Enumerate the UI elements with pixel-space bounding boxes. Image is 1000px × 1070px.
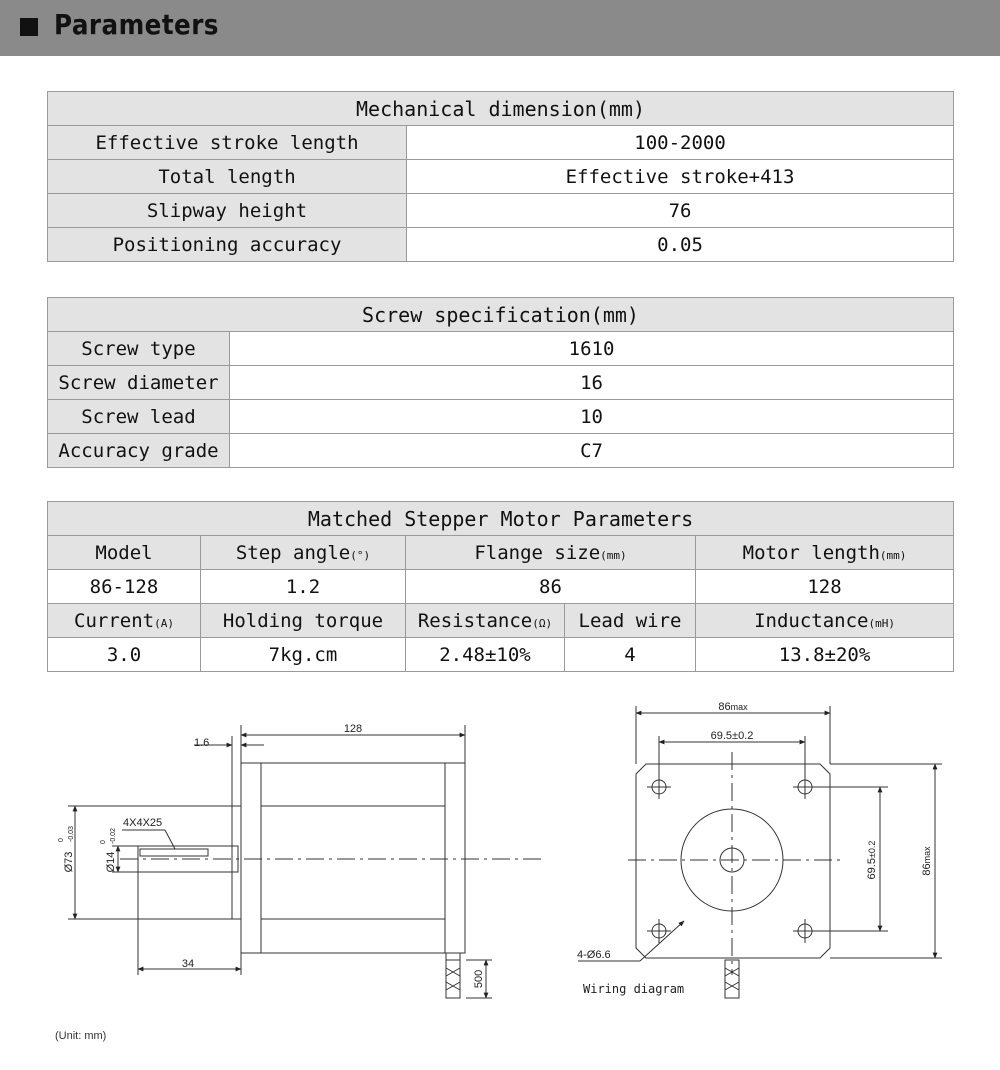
dim-shaft-tol-upper: 0: [100, 840, 107, 844]
row-value: 16: [230, 366, 954, 400]
row-label: Effective stroke length: [48, 126, 407, 160]
row-label: Total length: [48, 160, 407, 194]
header-motor-length: Motor length(mm): [696, 536, 954, 570]
row-value: 0.05: [407, 228, 954, 262]
value-lead-wire: 4: [565, 638, 696, 672]
row-label: Screw type: [48, 332, 230, 366]
row-value: 76: [407, 194, 954, 228]
value-model: 86-128: [48, 570, 201, 604]
dim-hole-spacing: 69.5±0.2: [710, 730, 754, 742]
dim-shaft-length: 34: [181, 958, 195, 970]
dim-lead-length: 500: [473, 969, 485, 989]
table-row: [48, 194, 954, 228]
dim-shaft-tol-lower: -0.02: [110, 828, 117, 844]
front-view: [578, 706, 942, 998]
row-value: C7: [230, 434, 954, 468]
value-inductance: 13.8±20%: [696, 638, 954, 672]
header-model: Model: [48, 536, 201, 570]
row-label: Accuracy grade: [48, 434, 230, 468]
header-flange-size: Flange size(mm): [406, 536, 696, 570]
section-title: Parameters: [54, 8, 219, 41]
unit-footnote: (Unit: mm): [55, 1030, 107, 1042]
table-row: [48, 126, 954, 160]
table-row: [48, 434, 954, 468]
row-label: Slipway height: [48, 194, 407, 228]
header-current: Current(A): [48, 604, 201, 638]
value-resistance: 2.48±10%: [406, 638, 565, 672]
table-row: [48, 160, 954, 194]
header-resistance: Resistance(Ω): [406, 604, 565, 638]
dim-boss-tol-lower: -0.03: [68, 826, 75, 842]
dim-length: 128: [343, 723, 363, 735]
row-value: 10: [230, 400, 954, 434]
dim-boss-diameter: Ø73: [63, 851, 75, 873]
value-step-angle: 1.2: [201, 570, 406, 604]
bullet-square-icon: [20, 18, 38, 36]
value-motor-length: 128: [696, 570, 954, 604]
value-holding-torque: 7kg.cm: [201, 638, 406, 672]
row-value: Effective stroke+413: [407, 160, 954, 194]
row-label: Screw diameter: [48, 366, 230, 400]
section-banner: [0, 0, 1000, 56]
table-row: [48, 604, 954, 638]
mechanical-table-title: Mechanical dimension(mm): [48, 92, 954, 126]
value-current: 3.0: [48, 638, 201, 672]
dim-flange-thickness: 1.6: [194, 737, 210, 749]
row-label: Screw lead: [48, 400, 230, 434]
row-value: 1610: [230, 332, 954, 366]
motor-parameters-table: [47, 501, 954, 672]
header-lead-wire: Lead wire: [565, 604, 696, 638]
screw-specification-table: [47, 297, 954, 468]
motor-technical-drawing: [0, 690, 1000, 1020]
table-row: [48, 366, 954, 400]
row-label: Positioning accuracy: [48, 228, 407, 262]
table-row: [48, 536, 954, 570]
dim-vertical-spacing: 69.5±0.2: [866, 840, 878, 880]
screw-table-title: Screw specification(mm): [48, 298, 954, 332]
header-holding-torque: Holding torque: [201, 604, 406, 638]
table-row: [48, 570, 954, 604]
mechanical-dimension-table: [47, 91, 954, 262]
table-row: [48, 400, 954, 434]
label-wiring-diagram: Wiring diagram: [583, 982, 685, 996]
header-inductance: Inductance(mH): [696, 604, 954, 638]
label-mount-holes: 4-Ø6.6: [577, 949, 611, 961]
label-key: 4X4X25: [123, 817, 163, 829]
table-row: [48, 332, 954, 366]
motor-table-title: Matched Stepper Motor Parameters: [48, 502, 954, 536]
dim-width: 86max: [718, 701, 748, 713]
table-row: [48, 228, 954, 262]
table-row: [48, 638, 954, 672]
side-view: [68, 725, 545, 998]
dim-height: 86max: [921, 846, 933, 876]
dim-shaft-diameter: Ø14: [105, 851, 117, 873]
header-step-angle: Step angle(°): [201, 536, 406, 570]
dim-boss-tol-upper: 0: [58, 838, 65, 842]
row-value: 100-2000: [407, 126, 954, 160]
value-flange-size: 86: [406, 570, 696, 604]
